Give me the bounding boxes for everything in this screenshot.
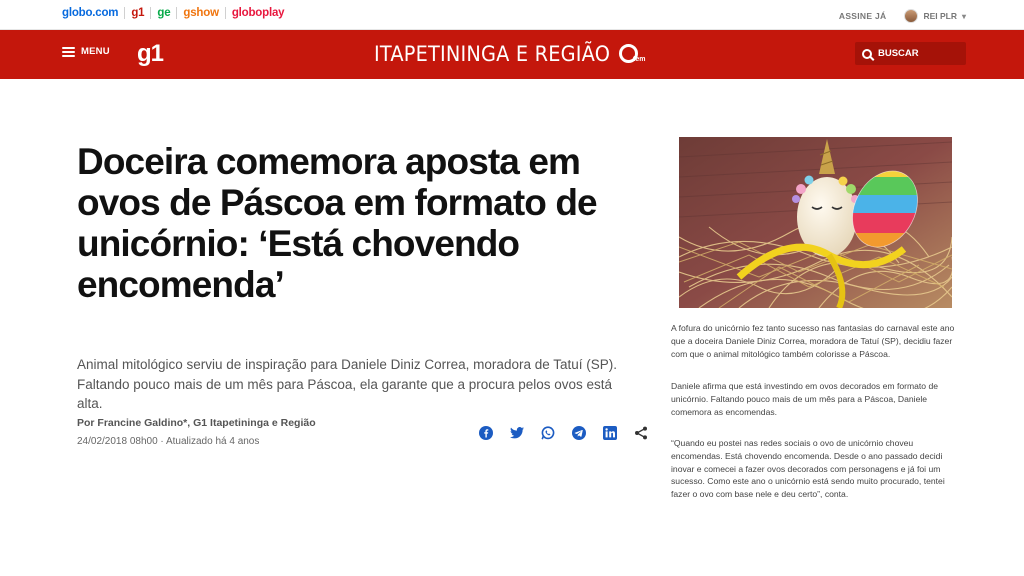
photo-caption: A fofura do unicórnio fez tanto sucesso nas fantasias do carnaval este ano que a doceira Daniele Diniz Correa, moradora de Tatuí (SP), decidiu fazer com que o animal mitológico também colorisse a Páscoa. [671, 323, 955, 359]
divider [124, 7, 125, 19]
search-button[interactable] [855, 42, 966, 65]
article-date: 24/02/2018 08h00 · Atualizado há 4 anos [77, 436, 260, 447]
brand-link-gshow[interactable]: gshow [183, 7, 219, 19]
subscribe-link[interactable]: ASSINE JÁ [838, 11, 887, 21]
share-icon[interactable] [633, 425, 648, 440]
article-byline: Por Francine Galdino*, G1 Itapetininga e Região [77, 417, 316, 429]
hamburger-icon [62, 47, 75, 57]
avatar[interactable] [904, 9, 918, 23]
g1-logo[interactable]: g1 [137, 40, 164, 67]
telegram-icon[interactable] [571, 425, 586, 440]
tem-logo[interactable] [619, 44, 645, 63]
share-bar [478, 425, 648, 440]
account-area [839, 9, 966, 23]
brand-link-g1[interactable]: g1 [131, 7, 145, 19]
sidebar-paragraph: Daniele afirma que está investindo em ovos decorados em formato de unicórnio. Faltando pouco mais de um mês para a Páscoa, Daniele comemora as encomendas. [671, 381, 939, 417]
brand-link-globoplay[interactable]: globoplay [231, 7, 285, 19]
article-subtitle: Animal mitológico serviu de inspiração para Daniele Diniz Correa, moradora de Tatuí (SP). Faltando pouco mais de um mês para Páscoa, ela garante que a procura pelos ovos está alta. [77, 357, 617, 411]
brand-link-globo[interactable]: globo.com [62, 7, 119, 19]
sidebar-quote: “Quando eu postei nas redes sociais o ovo de unicórnio choveu encomendas. Está chovendo encomenda. Desde o ano passado decidi inovar e comecei a fazer ovos decorados com personagens e já foi um sucesso. Como este ano o unicórnio está sendo muito procurado, tentei fazer o ovo com base nele e deu certo”, conta. [671, 438, 945, 500]
site-header [0, 30, 1024, 79]
unicorn-eggs-image [679, 137, 952, 308]
brand-link-ge[interactable]: ge [157, 7, 171, 19]
article-title: Doceira comemora aposta em ovos de Páscoa em formato de unicórnio: ‘Está chovendo encomenda’ [77, 141, 597, 305]
divider [150, 7, 151, 19]
chevron-down-icon[interactable]: ▾ [961, 11, 966, 21]
menu-button[interactable] [62, 46, 110, 57]
whatsapp-icon[interactable] [540, 425, 555, 440]
region-title[interactable]: ITAPETININGA E REGIÃO [374, 42, 611, 66]
search-icon [862, 49, 872, 59]
user-name[interactable]: REI PLR [923, 11, 957, 21]
twitter-icon[interactable] [509, 425, 524, 440]
globo-top-bar [0, 0, 1024, 30]
divider [225, 7, 226, 19]
divider [176, 7, 177, 19]
facebook-icon[interactable] [478, 425, 493, 440]
linkedin-icon[interactable] [602, 425, 617, 440]
search-label: BUSCAR [878, 48, 919, 59]
tem-logo-label: tem [633, 56, 646, 63]
brand-links [62, 7, 284, 19]
menu-label: MENU [81, 46, 110, 57]
article-photo[interactable] [679, 137, 952, 308]
